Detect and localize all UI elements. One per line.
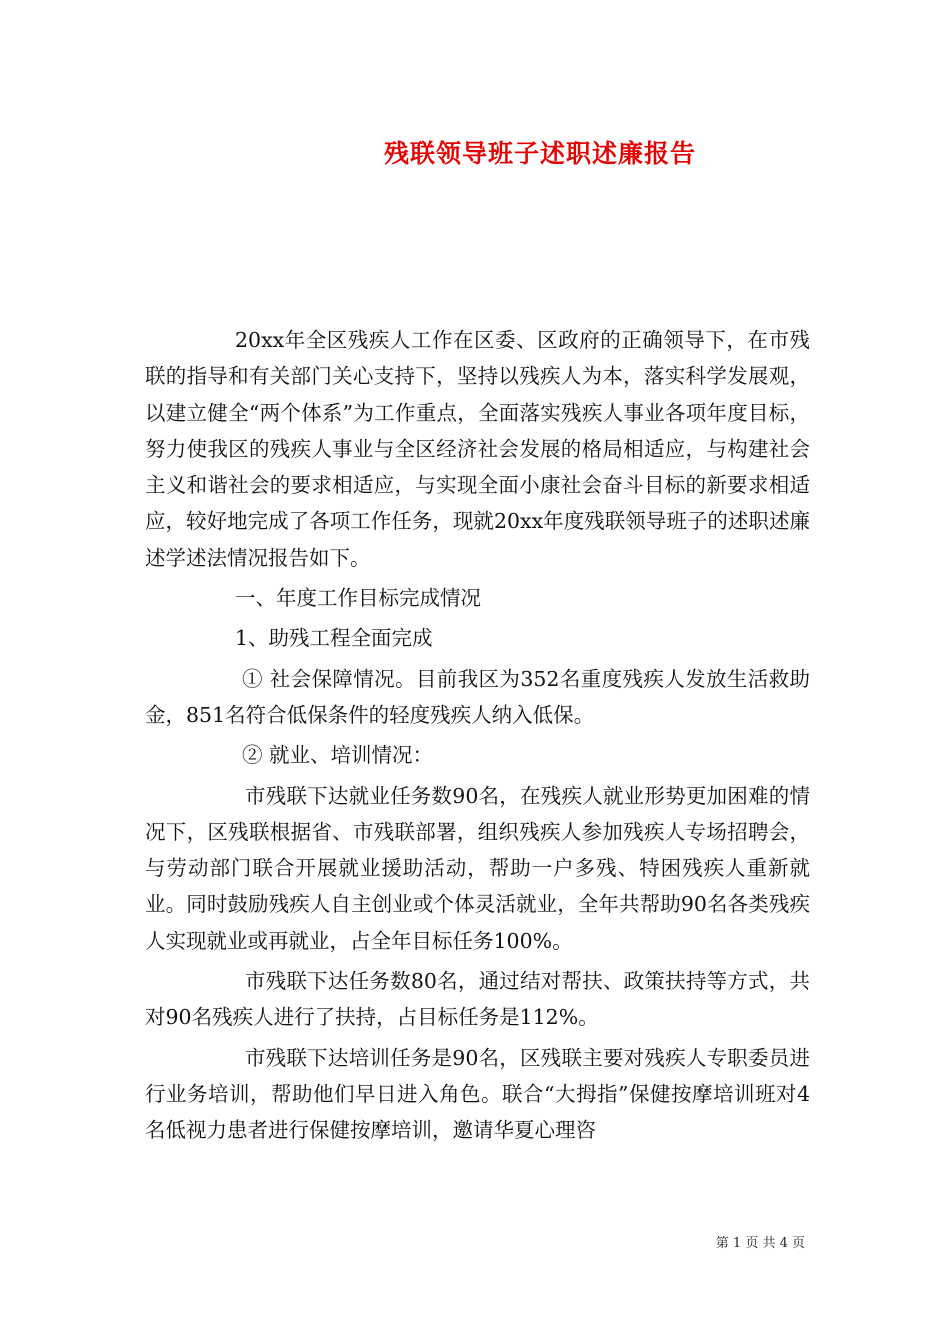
- paragraph-intro: 20xx年全区残疾人工作在区委、区政府的正确领导下，在市残联的指导和有关部门关心支持下，坚持以残疾人为本，落实科学发展观，以建立健全“两个体系”为工作重点，全面落实残疾人事业各项年度目标，努力使我区的残疾人事业与全区经济社会发展的格局相适应，与构建社会主义和谐社会的要求相适应，与实现全面小康社会奋斗目标的新要求相适应，较好地完成了各项工作任务，现就20xx年度残联领导班子的述职述廉述学述法情况报告如下。: [145, 328, 810, 570]
- document-body: [145, 322, 810, 1149]
- paragraph-social-security: ① 社会保障情况。目前我区为352名重度残疾人发放生活救助金，851名符合低保条件的轻度残疾人纳入低保。: [145, 666, 810, 727]
- paragraph-employment-task: 市残联下达就业任务数90名，在残疾人就业形势更加困难的情况下，区残联根据省、市残联部署，组织残疾人参加残疾人专场招聘会，与劳动部门联合开展就业援助活动，帮助一户多残、特困残疾人重新就业。同时鼓励残疾人自主创业或个体灵活就业，全年共帮助90名各类残疾人实现就业或再就业，占全年目标任务100%。: [145, 783, 810, 953]
- paragraph-employment-heading: ② 就业、培训情况：: [242, 743, 434, 768]
- page-footer: 第 1 页 共 4 页: [715, 1236, 805, 1251]
- subsection-heading: 1、助残工程全面完成: [235, 626, 433, 651]
- paragraph-training-task: 市残联下达培训任务是90名，区残联主要对残疾人专职委员进行业务培训，帮助他们早日进入角色。联合“大拇指”保健按摩培训班对4名低视力患者进行保健按摩培训，邀请华夏心理咨: [145, 1045, 810, 1143]
- section-heading: 一、年度工作目标完成情况: [235, 586, 481, 611]
- document-title: 残联领导班子述职述廉报告: [383, 139, 696, 168]
- paragraph-support-task: 市残联下达任务数80名，通过结对帮扶、政策扶持等方式，共对90名残疾人进行了扶持，占目标任务是112%。: [145, 969, 810, 1030]
